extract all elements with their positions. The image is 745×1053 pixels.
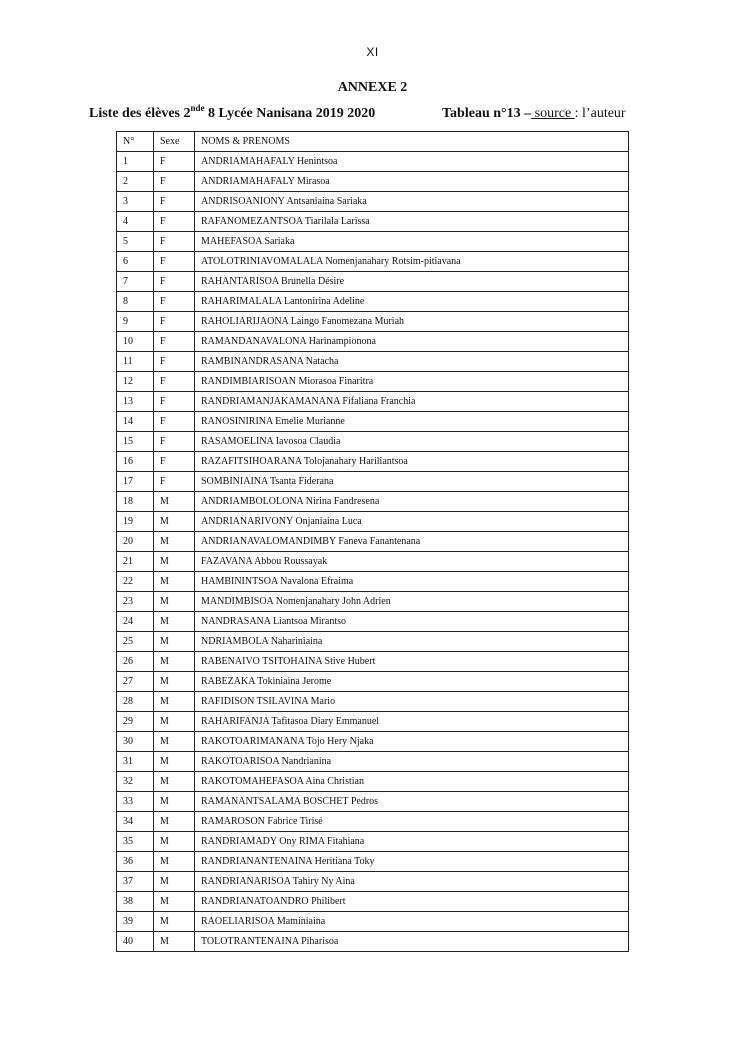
table-row — [117, 532, 629, 552]
cell-sex: F — [154, 172, 195, 192]
table-row — [117, 912, 629, 932]
cell-number: 23 — [117, 592, 154, 612]
cell-name: NDRIAMBOLA Nahariniaina — [195, 632, 629, 652]
cell-number: 34 — [117, 812, 154, 832]
cell-name: RANDRIAMANJAKAMANANA Fifaliana Franchia — [195, 392, 629, 412]
cell-name: RAKOTOARISOA Nandrianina — [195, 752, 629, 772]
cell-sex: M — [154, 932, 195, 952]
cell-number: 2 — [117, 172, 154, 192]
cell-sex: M — [154, 592, 195, 612]
header-sex: Sexe — [154, 132, 195, 152]
cell-sex: F — [154, 232, 195, 252]
table-row — [117, 332, 629, 352]
cell-name: RABENAIVO TSITOHAINA Stive Hubert — [195, 652, 629, 672]
table-row — [117, 692, 629, 712]
cell-sex: F — [154, 152, 195, 172]
cell-sex: F — [154, 272, 195, 292]
student-table — [116, 131, 629, 952]
cell-name: RAHARIMALALA Lantonirina Adeline — [195, 292, 629, 312]
cell-number: 33 — [117, 792, 154, 812]
table-header-row — [117, 132, 629, 152]
cell-sex: F — [154, 432, 195, 452]
cell-sex: M — [154, 792, 195, 812]
table-row — [117, 552, 629, 572]
cell-number: 9 — [117, 312, 154, 332]
cell-name: RAKOTOMAHEFASOA Aina Christian — [195, 772, 629, 792]
table-row — [117, 632, 629, 652]
table-row — [117, 232, 629, 252]
cell-number: 17 — [117, 472, 154, 492]
annex-title: ANNEXE 2 — [337, 80, 408, 95]
cell-name: ANDRIANARIVONY Onjaniaina Luca — [195, 512, 629, 532]
cell-name: MANDIMBISOA Nomenjanahary John Adrien — [195, 592, 629, 612]
cell-name: RANDRIAMADY Ony RIMA Fitahiana — [195, 832, 629, 852]
cell-name: ANDRIAMAHAFALY Mirasoa — [195, 172, 629, 192]
cell-number: 4 — [117, 212, 154, 232]
cell-number: 19 — [117, 512, 154, 532]
cell-number: 32 — [117, 772, 154, 792]
cell-sex: M — [154, 492, 195, 512]
cell-name: ATOLOTRINIAVOMALALA Nomenjanahary Rotsim-pitiavana — [195, 252, 629, 272]
cell-number: 31 — [117, 752, 154, 772]
cell-sex: M — [154, 572, 195, 592]
cell-number: 30 — [117, 732, 154, 752]
cell-name: RAKOTOARIMANANA Tojo Hery Njaka — [195, 732, 629, 752]
cell-number: 13 — [117, 392, 154, 412]
cell-number: 38 — [117, 892, 154, 912]
table-row — [117, 612, 629, 632]
cell-sex: F — [154, 452, 195, 472]
cell-name: HAMBININTSOA Navalona Efraima — [195, 572, 629, 592]
cell-sex: M — [154, 732, 195, 752]
table-row — [117, 592, 629, 612]
cell-number: 20 — [117, 532, 154, 552]
cell-sex: F — [154, 312, 195, 332]
table-row — [117, 492, 629, 512]
cell-sex: M — [154, 692, 195, 712]
table-row — [117, 172, 629, 192]
cell-sex: F — [154, 212, 195, 232]
cell-sex: F — [154, 392, 195, 412]
cell-name: RAMAROSON Fabrice Tirisé — [195, 812, 629, 832]
cell-number: 40 — [117, 932, 154, 952]
table-body — [117, 152, 629, 952]
cell-sex: M — [154, 912, 195, 932]
cell-number: 10 — [117, 332, 154, 352]
cell-number: 21 — [117, 552, 154, 572]
cell-number: 3 — [117, 192, 154, 212]
header-names: NOMS & PRENOMS — [195, 132, 629, 152]
cell-sex: M — [154, 772, 195, 792]
cell-name: TOLOTRANTENAINA Piharisoa — [195, 932, 629, 952]
cell-sex: M — [154, 832, 195, 852]
cell-sex: M — [154, 512, 195, 532]
table-row — [117, 452, 629, 472]
table-row — [117, 432, 629, 452]
cell-name: RANDIMBIARISOAN Miorasoa Finaritra — [195, 372, 629, 392]
cell-name: FAZAVANA Abbou Roussayak — [195, 552, 629, 572]
cell-name: RABEZAKA Tokiniaina Jerome — [195, 672, 629, 692]
cell-number: 26 — [117, 652, 154, 672]
cell-name: RASAMOELINA Iavosoa Claudia — [195, 432, 629, 452]
table-row — [117, 792, 629, 812]
cell-sex: M — [154, 652, 195, 672]
table-row — [117, 772, 629, 792]
cell-number: 14 — [117, 412, 154, 432]
cell-number: 8 — [117, 292, 154, 312]
table-row — [117, 732, 629, 752]
cell-name: RAFIDISON TSILAVINA Mario — [195, 692, 629, 712]
cell-number: 5 — [117, 232, 154, 252]
cell-sex: F — [154, 292, 195, 312]
cell-number: 37 — [117, 872, 154, 892]
table-row — [117, 652, 629, 672]
cell-number: 16 — [117, 452, 154, 472]
list-title — [89, 103, 376, 122]
table-row — [117, 192, 629, 212]
cell-name: ANDRIAMBOLOLONA Nirina Fandresena — [195, 492, 629, 512]
cell-number: 24 — [117, 612, 154, 632]
cell-sex: M — [154, 672, 195, 692]
cell-sex: M — [154, 712, 195, 732]
cell-number: 7 — [117, 272, 154, 292]
cell-sex: M — [154, 612, 195, 632]
table-row — [117, 712, 629, 732]
cell-sex: F — [154, 192, 195, 212]
cell-name: RAMANDANAVALONA Harinampionona — [195, 332, 629, 352]
cell-sex: F — [154, 372, 195, 392]
cell-sex: M — [154, 852, 195, 872]
table-row — [117, 832, 629, 852]
cell-sex: F — [154, 352, 195, 372]
cell-number: 6 — [117, 252, 154, 272]
table-caption — [442, 106, 626, 122]
cell-name: SOMBINIAINA Tsanta Fiderana — [195, 472, 629, 492]
cell-sex: F — [154, 412, 195, 432]
page-number: XI — [366, 45, 379, 59]
cell-name: RAHOLIARIJAONA Laingo Fanomezana Muriah — [195, 312, 629, 332]
cell-name: RAHARIFANJA Tafitasoa Diary Emmanuel — [195, 712, 629, 732]
table-caption-author: : l’auteur — [574, 106, 626, 121]
cell-number: 18 — [117, 492, 154, 512]
table-row — [117, 932, 629, 952]
cell-name: RANDRIANARISOA Tahiry Ny Aina — [195, 872, 629, 892]
cell-number: 11 — [117, 352, 154, 372]
cell-name: ANDRIAMAHAFALY Henintsoa — [195, 152, 629, 172]
table-row — [117, 352, 629, 372]
table-row — [117, 892, 629, 912]
cell-name: RAMBINANDRASANA Natacha — [195, 352, 629, 372]
cell-name: NANDRASANA Liantsoa Mirantso — [195, 612, 629, 632]
cell-name: RANDRIANATOANDRO Philibert — [195, 892, 629, 912]
table-row — [117, 252, 629, 272]
cell-sex: M — [154, 632, 195, 652]
cell-name: RANOSINIRINA Emelie Murianne — [195, 412, 629, 432]
table-row — [117, 212, 629, 232]
cell-name: RAOELIARISOA Maminiaina — [195, 912, 629, 932]
table-row — [117, 272, 629, 292]
cell-number: 1 — [117, 152, 154, 172]
cell-sex: M — [154, 812, 195, 832]
table-row — [117, 412, 629, 432]
table-row — [117, 292, 629, 312]
table-row — [117, 812, 629, 832]
header-number: N° — [117, 132, 154, 152]
table-row — [117, 312, 629, 332]
cell-sex: M — [154, 872, 195, 892]
cell-number: 12 — [117, 372, 154, 392]
list-title-prefix: Liste des élèves 2 — [89, 106, 191, 121]
cell-sex: M — [154, 752, 195, 772]
cell-sex: F — [154, 332, 195, 352]
table-row — [117, 872, 629, 892]
cell-number: 39 — [117, 912, 154, 932]
title-row — [89, 103, 649, 124]
cell-number: 29 — [117, 712, 154, 732]
table-row — [117, 472, 629, 492]
cell-number: 27 — [117, 672, 154, 692]
table-row — [117, 512, 629, 532]
cell-name: MAHEFASOA Sariaka — [195, 232, 629, 252]
table-row — [117, 392, 629, 412]
cell-sex: M — [154, 892, 195, 912]
cell-number: 25 — [117, 632, 154, 652]
cell-number: 28 — [117, 692, 154, 712]
table-caption-label: Tableau n°13 – — [442, 106, 532, 121]
cell-name: RAHANTARISOA Brunella Désire — [195, 272, 629, 292]
cell-number: 22 — [117, 572, 154, 592]
list-title-superscript: nde — [190, 103, 205, 113]
cell-number: 36 — [117, 852, 154, 872]
table-row — [117, 752, 629, 772]
table-row — [117, 852, 629, 872]
cell-sex: M — [154, 532, 195, 552]
table-row — [117, 372, 629, 392]
cell-name: ANDRISOANIONY Antsaniaina Sariaka — [195, 192, 629, 212]
list-title-suffix: 8 Lycée Nanisana 2019 2020 — [204, 106, 376, 121]
cell-name: RANDRIANANTENAINA Heritiana Toky — [195, 852, 629, 872]
cell-sex: F — [154, 472, 195, 492]
table-row — [117, 152, 629, 172]
table-row — [117, 672, 629, 692]
cell-sex: F — [154, 252, 195, 272]
cell-number: 15 — [117, 432, 154, 452]
cell-name: RAMANANTSALAMA BOSCHET Pedros — [195, 792, 629, 812]
table-row — [117, 572, 629, 592]
cell-number: 35 — [117, 832, 154, 852]
cell-name: ANDRIANAVALOMANDIMBY Faneva Fanantenana — [195, 532, 629, 552]
cell-name: RAFANOMEZANTSOA Tiarilala Larissa — [195, 212, 629, 232]
table-caption-source: source — [531, 106, 575, 121]
cell-sex: M — [154, 552, 195, 572]
cell-name: RAZAFITSIHOARANA Tolojanahary Hariliantsoa — [195, 452, 629, 472]
